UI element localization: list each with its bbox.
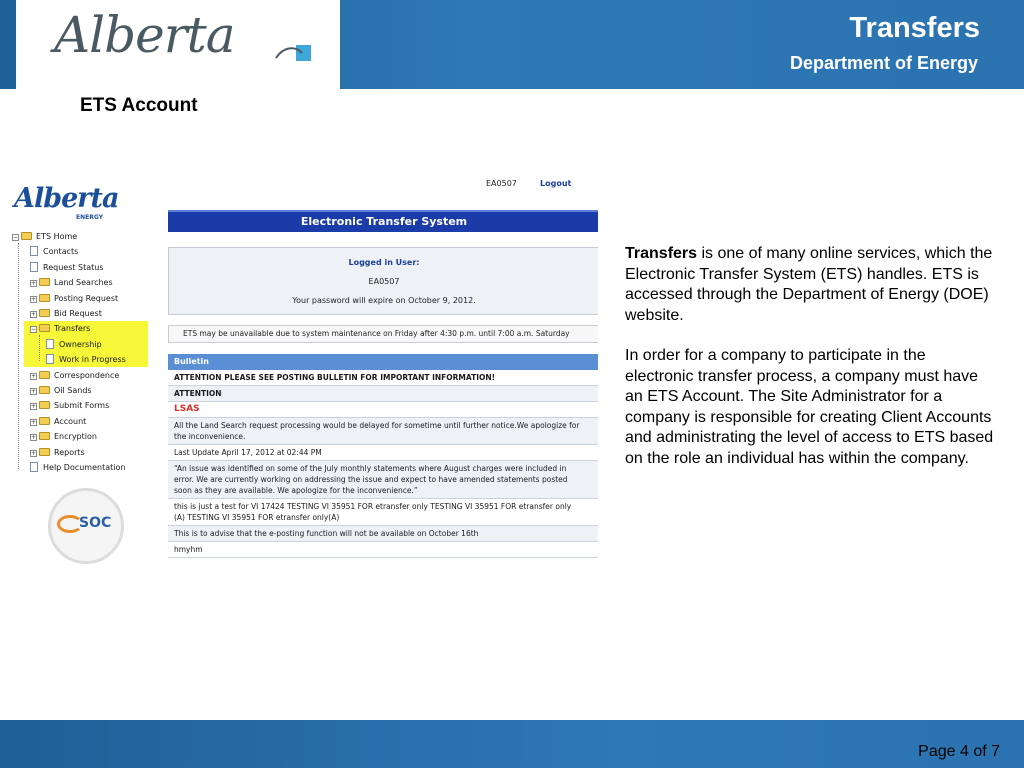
tree-item[interactable] — [30, 399, 109, 413]
folder-icon — [39, 324, 50, 332]
bulletin-list — [168, 370, 598, 558]
bulletin-header: Bulletin — [168, 354, 598, 370]
tree-item[interactable] — [30, 322, 90, 336]
bulletin-row: “An issue was identified on some of the July monthly statements where August charges were included in error. We are currently working on addressing the issue and expect to have amended statements posted soon as they are available. We apologize for the inconvenience.” — [168, 461, 598, 499]
tree-item[interactable] — [30, 430, 97, 444]
bulletin-panel — [168, 354, 598, 573]
bulletin-row: hmyhm — [168, 542, 598, 558]
tree-item[interactable] — [30, 276, 113, 290]
tree-item[interactable] — [46, 353, 126, 367]
tree-item[interactable] — [30, 415, 86, 429]
user-code: EA0507 — [486, 179, 517, 188]
ets-logo-energy: ENERGY — [76, 214, 103, 221]
tree-item[interactable] — [30, 446, 85, 460]
logged-in-label: Logged in User: — [348, 258, 420, 267]
alberta-logo-text: Alberta — [54, 6, 235, 64]
bulletin-row: ATTENTION — [168, 386, 598, 402]
document-icon — [46, 339, 54, 349]
tree-item-label: Posting Request — [54, 293, 119, 303]
soc-seal-icon — [48, 488, 124, 564]
tree-item[interactable] — [46, 338, 102, 352]
tree-item-label: Request Status — [43, 262, 104, 272]
folder-icon — [39, 386, 50, 394]
folder-icon — [39, 417, 50, 425]
tree-item-label: Contacts — [43, 247, 79, 257]
tree-item-label: Transfers — [54, 324, 91, 334]
description-para-1 — [625, 244, 997, 326]
expand-toggle-icon[interactable]: + — [31, 449, 37, 457]
expand-toggle-icon[interactable]: − — [31, 326, 37, 334]
description-bold-term: Transfers — [625, 245, 698, 262]
expand-toggle-icon[interactable]: + — [31, 418, 37, 426]
folder-icon — [21, 232, 32, 240]
document-icon — [46, 354, 54, 364]
tree-item-label: Submit Forms — [54, 401, 110, 411]
tree-item-label: Correspondence — [54, 370, 120, 380]
tree-item[interactable] — [30, 292, 118, 306]
tree-item-label: ETS Home — [36, 232, 78, 241]
tree-item[interactable] — [30, 307, 102, 321]
alberta-logo — [16, 0, 340, 89]
soc-seal-text: SOC — [79, 515, 112, 531]
password-notice: Your password will expire on October 9, 2012. — [292, 296, 476, 305]
tree-item-label: Oil Sands — [54, 386, 92, 395]
tree-item[interactable] — [30, 384, 92, 398]
tree-item[interactable] — [12, 230, 77, 244]
bulletin-row: ATTENTION PLEASE SEE POSTING BULLETIN FOR IMPORTANT INFORMATION! — [168, 370, 598, 386]
bulletin-row: All the Land Search request processing would be delayed for sometime until further notice.We apologize for the inconvenience. — [168, 418, 598, 445]
expand-toggle-icon[interactable]: + — [31, 403, 37, 411]
folder-icon — [39, 294, 50, 302]
tree-item-label: Ownership — [59, 339, 102, 349]
page-title: ETS Account — [80, 95, 198, 116]
logo-mark-icon — [274, 44, 312, 62]
bulletin-row: LSAS — [168, 402, 598, 418]
ets-logo: Alberta — [14, 183, 119, 214]
ets-sidebar — [8, 177, 164, 573]
tree-item-label: Encryption — [54, 432, 97, 442]
expand-toggle-icon[interactable]: + — [31, 372, 37, 380]
ets-title-bar: Electronic Transfer System — [168, 210, 598, 232]
logged-in-user: EA0507 — [368, 277, 400, 286]
description — [625, 244, 997, 489]
tree-item-label: Help Documentation — [43, 463, 126, 472]
footer-bar — [0, 720, 1024, 768]
document-icon — [30, 246, 38, 256]
tree-item-label: Reports — [54, 447, 85, 457]
expand-toggle-icon[interactable]: + — [31, 311, 37, 318]
expand-toggle-icon[interactable]: − — [13, 234, 19, 241]
bulletin-row: this is just a test for VI 17424 TESTING VI 35951 FOR etransfer only TESTING VI 35951 FOR etransfer only (A) TESTING VI 35951 FOR etransfer only(A) — [168, 499, 598, 526]
page-number: Page 4 of 7 — [918, 743, 1000, 760]
bulletin-row: Last Update April 17, 2012 at 02:44 PM — [168, 445, 598, 461]
expand-toggle-icon[interactable]: + — [31, 280, 37, 288]
document-icon — [30, 462, 38, 472]
tree-line — [18, 243, 19, 469]
description-para-2: In order for a company to participate in the electronic transfer process, a company must have an ETS Account. The Site Administrator for a company is responsible for creating Client Accounts and administrating the level of access to ETS based on the role an individual has within the company. — [625, 347, 994, 467]
folder-icon — [39, 309, 50, 317]
expand-toggle-icon[interactable]: + — [31, 295, 37, 303]
tree-item[interactable] — [30, 245, 78, 259]
login-info-box — [168, 247, 598, 315]
ets-screenshot — [8, 177, 598, 573]
maintenance-notice: ETS may be unavailable due to system maintenance on Friday after 4:30 p.m. until 7:00 a.m. Saturday — [168, 325, 598, 343]
expand-toggle-icon[interactable]: + — [31, 434, 37, 442]
tree-line — [39, 335, 40, 361]
banner-subtitle: Department of Energy — [789, 53, 978, 73]
folder-icon — [39, 278, 50, 286]
tree-item[interactable] — [30, 369, 119, 383]
description-para-1-text: is one of many online services, which the Electronic Transfer System (ETS) handles. ETS is accessed through the Department of Energy (DOE) website. — [625, 245, 993, 324]
expand-toggle-icon[interactable]: + — [31, 388, 37, 395]
document-icon — [30, 262, 38, 272]
bulletin-row: This is to advise that the e-posting function will not be available on October 16th — [168, 526, 598, 542]
banner-title: Transfers — [849, 12, 980, 44]
tree-item-label: Bid Request — [54, 309, 102, 318]
header-banner — [0, 0, 1024, 89]
tree-item-label: Account — [54, 416, 87, 426]
folder-icon — [39, 371, 50, 379]
ets-main — [166, 177, 598, 573]
tree-item[interactable] — [30, 461, 125, 475]
logout-link[interactable]: Logout — [540, 179, 572, 188]
tree-item[interactable] — [30, 261, 104, 275]
folder-icon — [39, 432, 50, 440]
tree-item-label: Work in Progress — [59, 355, 126, 365]
folder-icon — [39, 448, 50, 456]
folder-icon — [39, 401, 50, 409]
tree-item-label: Land Searches — [54, 278, 113, 288]
